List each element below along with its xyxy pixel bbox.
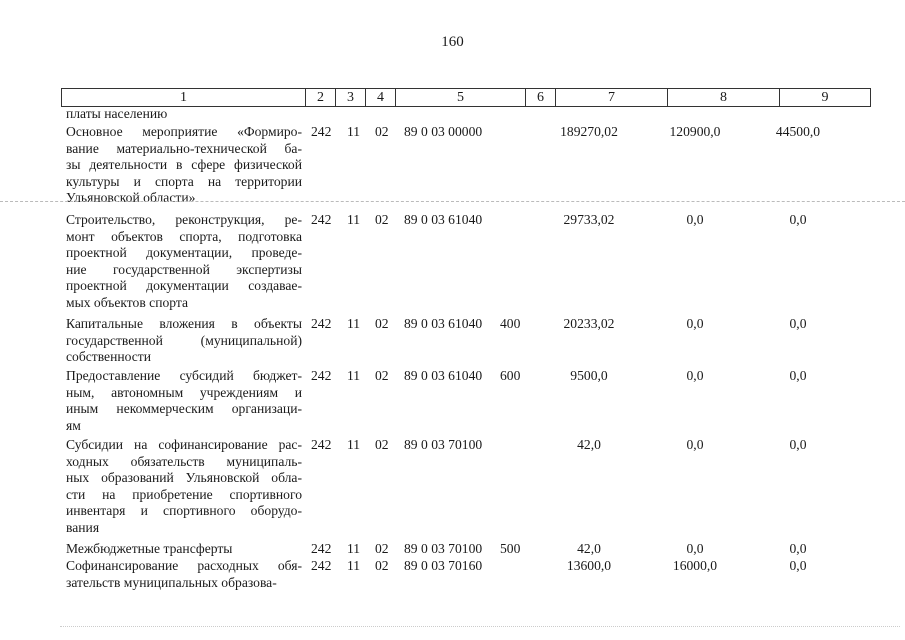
row-col-6: 600 [500,368,521,383]
row-name-line: Строительство, реконструкция, ре- [66,212,302,227]
row-name-line: Ульяновской области» [66,190,196,205]
row-col-5: 89 0 03 70100 [404,541,483,556]
row-name-line: платы населению [66,106,168,121]
header-col-6: 6 [526,89,556,107]
row-name-line: монт объектов спорта, подготовка [66,228,302,244]
row-name-line: Капитальные вложения в объекты [66,316,302,331]
row-name-line: ние государственной экспертизы [66,261,302,277]
row-col-6: 500 [500,541,521,556]
row-name [66,316,302,366]
row-col-4: 02 [375,558,389,573]
row-col-2: 242 [311,437,332,452]
row-col-5: 89 0 03 00000 [404,124,483,139]
header-row [62,89,871,107]
row-col-8: 0,0 [686,316,704,331]
row-col-3: 11 [347,541,361,556]
row-name-line: инвентаря и спортивного оборудо- [66,503,302,518]
row-col-9: 0,0 [789,541,807,556]
row-name-line: ям [66,417,81,433]
row-col-7: 42,0 [577,437,601,452]
row-name-line: сти на приобретение спортивного [66,486,302,502]
row-name-line: ных образований Ульяновской обла- [66,470,302,485]
row-col-2: 242 [311,368,332,383]
row-col-6: 400 [500,316,521,331]
row-col-3: 11 [347,368,361,383]
row-col-2: 242 [311,212,332,227]
row-name-line: иным некоммерческим организаци- [66,401,302,416]
row-name [66,437,302,536]
row-col-9: 0,0 [789,437,807,452]
row-col-7: 20233,02 [563,316,615,331]
row-name-line: вания [66,519,100,535]
row-col-8: 0,0 [686,437,704,452]
row-col-9: 0,0 [789,212,807,227]
row-col-5: 89 0 03 70160 [404,558,483,573]
row-col-8: 0,0 [686,212,704,227]
row-col-3: 11 [347,212,361,227]
row-col-3: 11 [347,124,361,139]
row-col-9: 0,0 [789,368,807,383]
row-col-4: 02 [375,212,389,227]
row-col-9: 44500,0 [775,124,821,139]
row-name-line: зы деятельности в сфере физической [66,157,302,172]
row-col-8: 0,0 [686,541,704,556]
row-name-line: Основное мероприятие «Формиро- [66,124,302,139]
page-number: 160 [441,34,464,50]
row-name-line: ходных обязательств муниципаль- [66,453,302,469]
column-header-table [61,88,871,107]
row-col-8: 120900,0 [669,124,721,139]
row-name [66,212,302,311]
scan-edge-artifact [60,626,900,627]
row-col-7: 13600,0 [566,558,612,573]
row-col-2: 242 [311,124,332,139]
row-col-4: 02 [375,124,389,139]
row-col-5: 89 0 03 61040 [404,368,483,383]
row-name [66,124,302,207]
row-name-line: собственности [66,349,152,364]
row-col-5: 89 0 03 61040 [404,316,483,331]
header-col-3: 3 [336,89,366,107]
row-col-3: 11 [347,437,361,452]
header-col-5: 5 [396,89,526,107]
row-name [66,541,302,558]
row-name-line: ным, автономным учреждениям и [66,384,302,400]
row-name-line: государственной (муниципальной) [66,332,302,348]
row-col-5: 89 0 03 61040 [404,212,483,227]
scan-artifact-line [0,201,905,202]
row-col-9: 0,0 [789,316,807,331]
row-name [66,558,302,591]
row-col-3: 11 [347,316,361,331]
row-col-4: 02 [375,316,389,331]
row-col-3: 11 [347,558,361,573]
row-name-line: культуры и спорта на территории [66,173,302,189]
row-name [66,368,302,434]
row-col-8: 0,0 [686,368,704,383]
row-name-line: мых объектов спорта [66,294,189,310]
row-col-7: 9500,0 [570,368,608,383]
row-name-line: Софинансирование расходных обя- [66,558,302,573]
row-col-9: 0,0 [789,558,807,573]
header-col-1: 1 [62,89,306,107]
header-col-8: 8 [668,89,780,107]
row-name-line: Предоставление субсидий бюджет- [66,368,302,383]
row-name-line: проектной документации создавае- [66,278,302,293]
header-col-2: 2 [306,89,336,107]
header-col-7: 7 [556,89,668,107]
row-col-7: 42,0 [577,541,601,556]
row-col-4: 02 [375,437,389,452]
row-col-2: 242 [311,558,332,573]
row-name-line: проектной документации, проведе- [66,245,302,260]
row-col-5: 89 0 03 70100 [404,437,483,452]
row-name-line: вание материально-технической ба- [66,140,302,156]
row-col-2: 242 [311,541,332,556]
row-name-line: зательств муниципальных образова- [66,574,277,590]
row-col-4: 02 [375,368,389,383]
row-name-line: Субсидии на софинансирование рас- [66,437,302,452]
row-col-7: 29733,02 [563,212,615,227]
header-col-9: 9 [780,89,871,107]
row-col-8: 16000,0 [672,558,718,573]
row-col-4: 02 [375,541,389,556]
row-col-2: 242 [311,316,332,331]
row-name [66,106,302,123]
header-col-4: 4 [366,89,396,107]
row-col-7: 189270,02 [560,124,618,139]
row-name-line: Межбюджетные трансферты [66,541,233,556]
